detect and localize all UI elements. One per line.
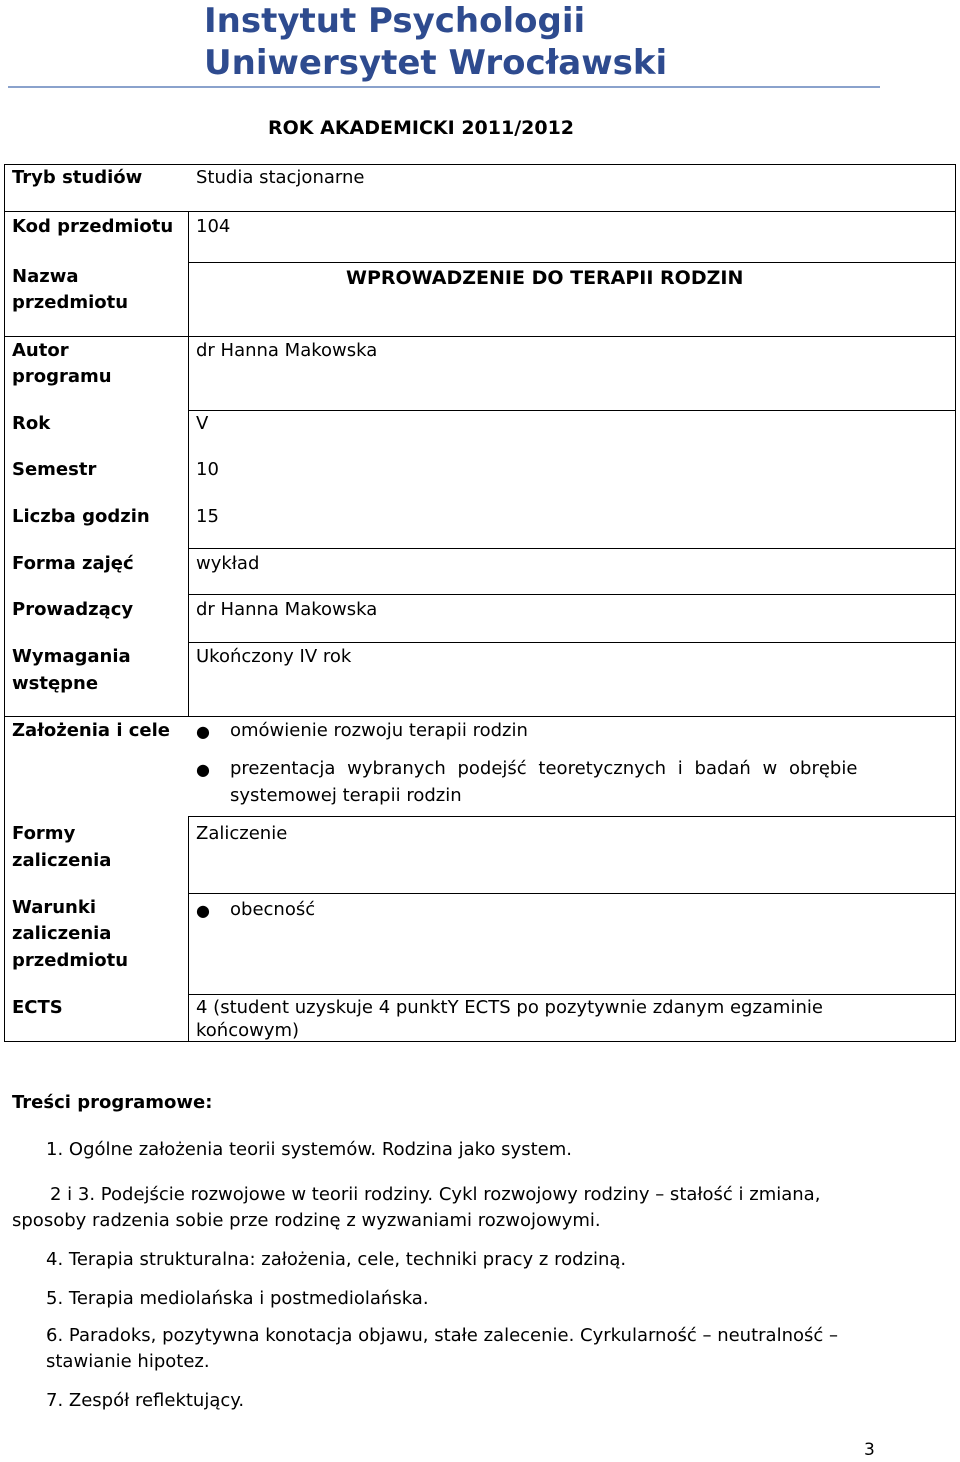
prowadzacy-label: Prowadzący (12, 599, 134, 620)
row-divider (188, 262, 956, 263)
row-divider (188, 642, 956, 643)
header-rule (8, 86, 880, 88)
row-divider (188, 893, 956, 894)
content-item-2-3: 2 i 3. Podejście rozwojowe w teorii rodziny. Cykl rozwojowy rodziny – stałość i zmiana, (50, 1184, 821, 1205)
formy-label-line2: zaliczenia (12, 850, 112, 871)
goal-item-text: prezentacja wybranych podejść teoretycznych i badań w obrębie (230, 758, 858, 779)
row-divider (188, 816, 956, 817)
tryb-value: Studia stacjonarne (196, 167, 365, 188)
course-name: WPROWADZENIE DO TERAPII RODZIN (346, 267, 744, 289)
nazwa-label-line1: Nazwa (12, 266, 79, 287)
row-divider (4, 211, 956, 212)
content-item-5: 5. Terapia mediolańska i postmediolańska. (46, 1288, 429, 1309)
semestr-label: Semestr (12, 459, 97, 480)
formy-label-line1: Formy (12, 823, 76, 844)
bullet-icon: ● (196, 722, 210, 741)
kod-value: 104 (196, 216, 231, 237)
autor-label-line1: Autor (12, 340, 69, 361)
autor-value: dr Hanna Makowska (196, 340, 378, 361)
goal-item: omówienie rozwoju terapii rodzin (230, 720, 528, 741)
course-table (4, 164, 956, 1042)
forma-label: Forma zajęć (12, 553, 134, 574)
kod-label: Kod przedmiotu (12, 216, 174, 237)
row-divider (4, 336, 956, 337)
nazwa-label-line2: przedmiotu (12, 292, 129, 313)
forma-value: wykład (196, 553, 260, 574)
content-item-7: 7. Zespół reflektujący. (46, 1390, 245, 1411)
warunki-label-line1: Warunki (12, 897, 97, 918)
header-title (204, 0, 764, 84)
wymagania-label-line2: wstępne (12, 673, 99, 694)
row-divider (188, 594, 956, 595)
bullet-icon: ● (196, 901, 210, 920)
row-divider (188, 548, 956, 549)
bullet-icon: ● (196, 760, 210, 779)
academic-year: ROK AKADEMICKI 2011/2012 (268, 117, 575, 139)
content-item-6-continuation: stawianie hipotez. (46, 1351, 210, 1372)
godziny-value: 15 (196, 506, 219, 527)
content-item-1: 1. Ogólne założenia teorii systemów. Rodzina jako system. (46, 1139, 572, 1160)
ects-label: ECTS (12, 997, 63, 1018)
column-divider (188, 816, 189, 1042)
page-number: 3 (864, 1440, 875, 1460)
warunki-label-line2: zaliczenia (12, 923, 112, 944)
goal-item (230, 756, 950, 782)
content-item-2-3-continuation: sposoby radzenia sobie prze rodzinę z wyzwaniami rozwojowymi. (12, 1210, 601, 1231)
row-divider (188, 410, 956, 411)
godziny-label: Liczba godzin (12, 506, 150, 527)
institute-name: Instytut Psychologii (204, 1, 586, 41)
content-item-4: 4. Terapia strukturalna: założenia, cele, techniki pracy z rodziną. (46, 1249, 627, 1270)
section-heading: Treści programowe: (12, 1092, 213, 1113)
rok-value: V (196, 413, 209, 434)
formy-value: Zaliczenie (196, 823, 288, 844)
autor-label-line2: programu (12, 366, 112, 387)
column-divider (188, 211, 189, 716)
semestr-value: 10 (196, 459, 219, 480)
rok-label: Rok (12, 413, 51, 434)
content-item-6: 6. Paradoks, pozytywna konotacja objawu, stałe zalecenie. Cyrkularność – neutralność – (46, 1325, 838, 1346)
prowadzacy-value: dr Hanna Makowska (196, 599, 378, 620)
zalozenia-label: Założenia i cele (12, 720, 171, 741)
warunki-item: obecność (230, 899, 316, 920)
goal-item-continuation: systemowej terapii rodzin (230, 785, 462, 806)
university-name: Uniwersytet Wrocławski (204, 43, 668, 83)
wymagania-label-line1: Wymagania (12, 646, 131, 667)
wymagania-value: Ukończony IV rok (196, 646, 352, 667)
row-divider (4, 716, 956, 717)
warunki-label-line3: przedmiotu (12, 950, 129, 971)
ects-value-line1: 4 (student uzyskuje 4 punktY ECTS po pozytywnie zdanym egzaminie (196, 997, 823, 1018)
tryb-label: Tryb studiów (12, 167, 143, 188)
ects-value-line2: końcowym) (196, 1020, 300, 1041)
